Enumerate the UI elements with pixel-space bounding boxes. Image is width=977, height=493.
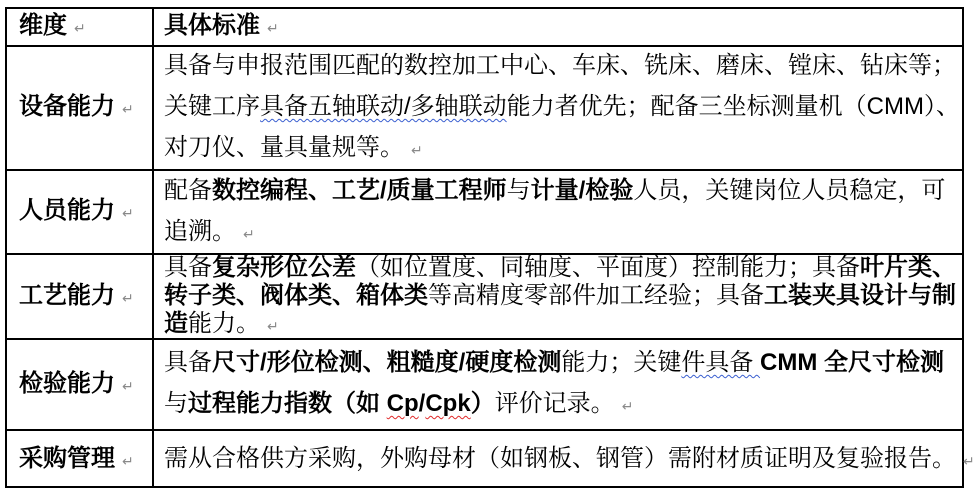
dimension-label: 设备能力 <box>19 93 115 120</box>
header-criteria-label: 具体标准 <box>164 12 260 39</box>
paragraph-mark: ↵ <box>122 452 134 469</box>
criteria-cell[interactable] <box>154 47 962 169</box>
table-row <box>7 429 975 488</box>
paragraph-mark: ↵ <box>267 20 279 36</box>
text-segment: 计量/检验 <box>530 176 634 204</box>
text-segment: 复杂形位公差 <box>212 253 356 281</box>
criteria-cell[interactable] <box>154 171 962 253</box>
criteria-cell[interactable] <box>154 431 977 488</box>
table-row <box>7 338 962 429</box>
header-cell-dimension[interactable] <box>7 9 154 45</box>
text-segment: Cpk <box>425 390 471 417</box>
text-segment: 能力。 <box>188 309 260 337</box>
text-segment: CMM 全尺寸检测 <box>760 349 944 376</box>
text-segment: 关键工序 <box>164 93 260 120</box>
table-header-row <box>7 9 962 45</box>
text-segment: / <box>418 390 426 417</box>
paragraph-mark: ↵ <box>74 20 86 36</box>
paragraph-mark: ↵ <box>963 452 975 469</box>
text-segment: 件具备 <box>681 349 761 376</box>
text-segment: 具备 <box>164 349 212 376</box>
text-segment: 具备五轴联动/多轴联动 <box>260 93 507 120</box>
text-segment: 能力者优先；配备三坐标测量机（CMM）、 <box>506 93 960 120</box>
text-segment: ） <box>470 390 495 417</box>
text-segment: 造 <box>164 309 188 337</box>
paragraph-mark: ↵ <box>122 289 134 306</box>
table-row <box>7 253 962 338</box>
text-segment: 需从合格供方采购，外购母材（如钢板、钢管）需附材质证明及复验报告。 <box>164 444 956 472</box>
text-segment: 具备 <box>164 253 212 281</box>
text-segment: 叶片类、 <box>860 253 956 281</box>
capability-criteria-table <box>5 7 975 488</box>
paragraph-mark: ↵ <box>243 225 255 242</box>
dimension-cell[interactable] <box>7 171 154 253</box>
dimension-cell[interactable] <box>7 431 154 488</box>
text-segment: 人员，关键岗位人员稳定，可 <box>633 176 946 204</box>
text-segment: Cp <box>386 390 419 417</box>
table-row <box>7 169 962 253</box>
text-segment: 数控编程、工艺/质量工程师 <box>212 176 507 204</box>
text-segment: （如位置度、同轴度、平面度）控制能力；具备 <box>356 253 860 281</box>
text-segment: 能力；关键 <box>561 349 682 376</box>
dimension-label: 采购管理 <box>19 444 115 472</box>
dimension-cell[interactable] <box>7 255 154 338</box>
dimension-label: 人员能力 <box>19 197 115 224</box>
text-segment: 具备与申报范围匹配的数控加工中心、车床、铣床、磨床、镗床、钻床等； <box>164 52 956 79</box>
paragraph-mark: ↵ <box>267 317 279 334</box>
text-segment: 追溯。 <box>164 217 236 245</box>
criteria-cell[interactable] <box>154 255 962 338</box>
text-segment: 转子类、阀体类、箱体类 <box>164 281 428 309</box>
text-segment: 对刀仪、量具量规等。 <box>164 134 404 161</box>
paragraph-mark: ↵ <box>122 101 134 117</box>
paragraph-mark: ↵ <box>621 398 634 414</box>
dimension-label: 检验能力 <box>19 369 115 397</box>
text-segment: 尺寸/形位检测、粗糙度/硬度检测 <box>212 349 562 376</box>
paragraph-mark: ↵ <box>122 377 134 394</box>
text-segment: 与 <box>164 390 188 417</box>
dimension-label: 工艺能力 <box>19 281 115 309</box>
header-dimension-label: 维度 <box>19 12 67 39</box>
text-segment: 与 <box>506 176 531 204</box>
text-segment: 配备 <box>164 176 212 204</box>
table-row <box>7 45 962 169</box>
paragraph-mark: ↵ <box>122 205 134 221</box>
text-segment: 等高精度零部件加工经验；具备 <box>428 281 764 309</box>
text-segment: 过程能力指数（如 <box>188 390 387 417</box>
table-body <box>7 45 975 488</box>
dimension-cell[interactable] <box>7 340 154 429</box>
dimension-cell[interactable] <box>7 47 154 169</box>
text-segment: 工装夹具设计与制 <box>764 281 956 309</box>
text-segment: 评价记录。 <box>494 390 615 417</box>
criteria-cell[interactable] <box>154 340 962 429</box>
paragraph-mark: ↵ <box>411 142 423 158</box>
header-cell-criteria[interactable] <box>154 9 962 45</box>
